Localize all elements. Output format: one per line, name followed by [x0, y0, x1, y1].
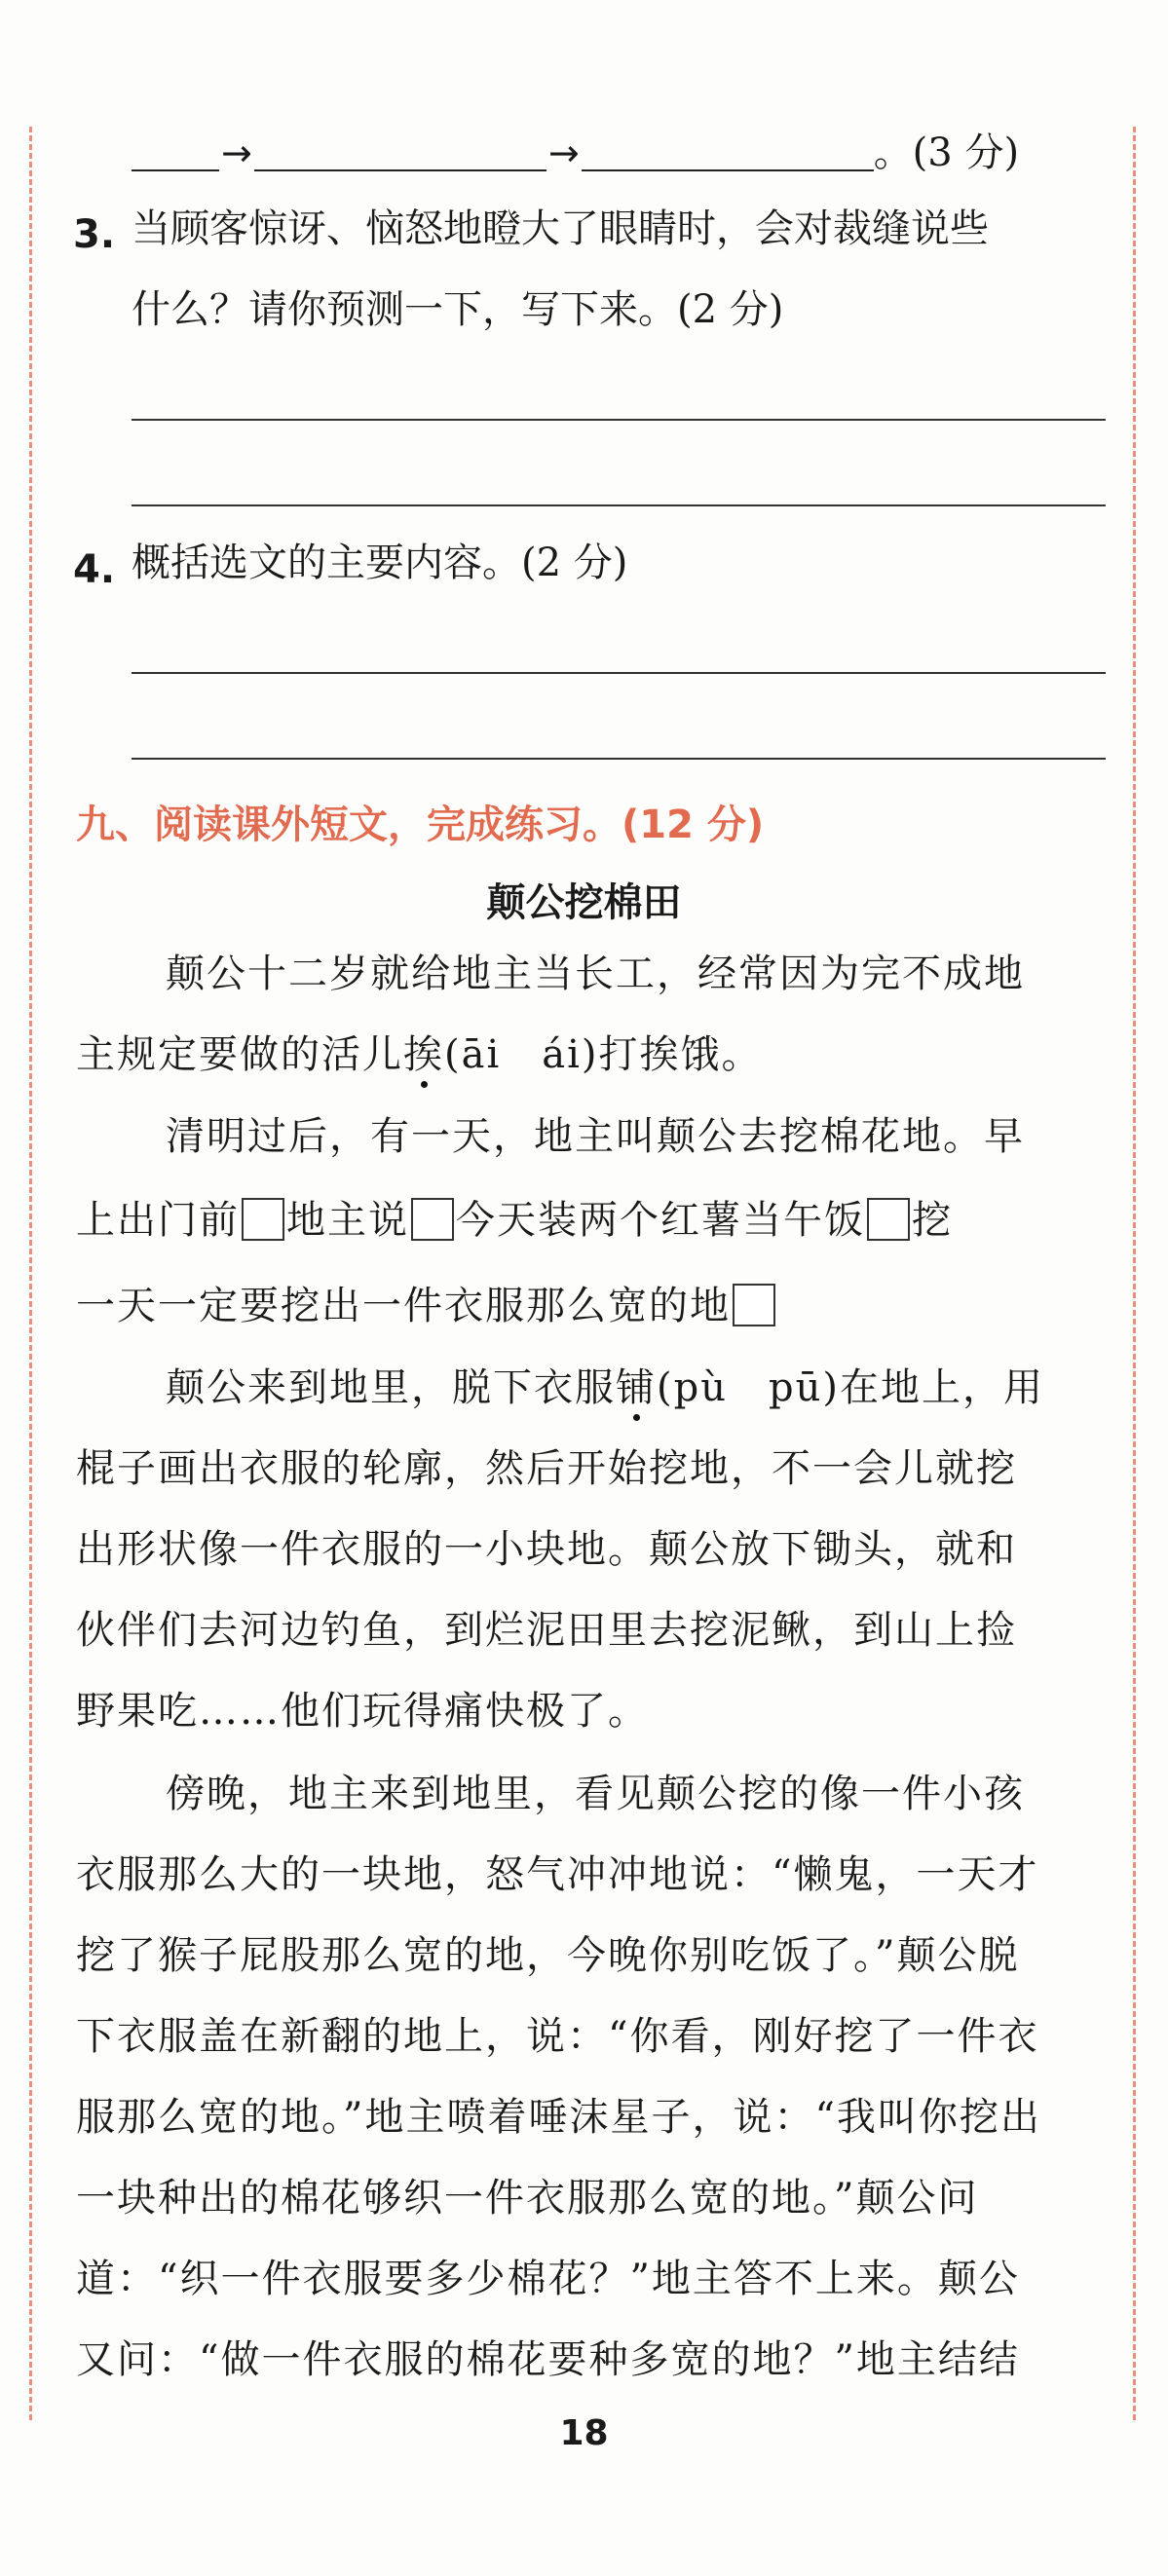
text-fragment: (āi ái)打挨饿。	[444, 1032, 763, 1077]
paragraph-line: 下衣服盖在新翻的地上，说：“你看，刚好挖了一件衣	[76, 2014, 1039, 2059]
paragraph-line: 一块种出的棉花够织一件衣服那么宽的地。”颠公问	[76, 2176, 979, 2221]
emphasis-dot-char: 铺	[616, 1365, 657, 1410]
answer-blank-2[interactable]	[254, 142, 546, 171]
answer-line[interactable]	[132, 758, 1106, 760]
punctuation-box[interactable]	[867, 1198, 910, 1241]
emphasis-dot-char: 挨	[403, 1032, 444, 1077]
right-dashed-border	[1133, 127, 1136, 2420]
left-dashed-border	[29, 127, 32, 2420]
text-fragment: 今天装两个红薯当午饭	[456, 1198, 865, 1243]
text-fragment: 地主说	[286, 1198, 409, 1243]
answer-line[interactable]	[132, 504, 1106, 506]
punctuation-box[interactable]	[733, 1284, 775, 1326]
text-fragment: 一天一定要挖出一件衣服那么宽的地	[76, 1284, 731, 1328]
paragraph-line: 清明过后，有一天，地主叫颠公去挖棉花地。早	[166, 1114, 1025, 1159]
text-fragment: (pù pū)在地上，用	[657, 1365, 1044, 1410]
paragraph-line: 服那么宽的地。”地主喷着唾沫星子，说：“我叫你挖出	[76, 2095, 1041, 2140]
paragraph-line	[76, 1198, 953, 1241]
paragraph-line: 出形状像一件衣服的一小块地。颠公放下锄头，就和	[76, 1527, 1017, 1572]
question-number: 4.	[73, 547, 116, 592]
arrow-right-icon: →	[221, 131, 252, 174]
paragraph-line	[166, 1365, 1044, 1410]
paragraph-line: 挖了猴子屁股那么宽的地，今晚你别吃饭了。”颠公脱	[76, 1933, 1020, 1978]
paragraph-line	[76, 1032, 763, 1077]
paragraph-line: 野果吃……他们玩得痛快极了。	[76, 1689, 649, 1734]
paragraph-line	[76, 1284, 777, 1326]
paragraph-line: 傍晚，地主来到地里，看见颠公挖的像一件小孩	[166, 1772, 1025, 1816]
paragraph-line: 又问：“做一件衣服的棉花要种多宽的地？”地主结结	[76, 2337, 1020, 2382]
score-label: 。(3 分)	[873, 131, 1020, 175]
punctuation-box[interactable]	[242, 1198, 284, 1241]
article-title: 颠公挖棉田	[486, 880, 682, 925]
text-fragment: 挖	[912, 1198, 953, 1243]
paragraph-line: 伙伴们去河边钓鱼，到烂泥田里去挖泥鳅，到山上捡	[76, 1608, 1017, 1653]
paragraph-line: 棍子画出衣服的轮廓，然后开始挖地，不一会儿就挖	[76, 1446, 1017, 1491]
paragraph-line: 衣服那么大的一块地，怒气冲冲地说：“懒鬼，一天才	[76, 1852, 1039, 1897]
answer-line[interactable]	[132, 419, 1106, 421]
answer-blank-1[interactable]	[132, 142, 219, 171]
paragraph-line: 颠公十二岁就给地主当长工，经常因为完不成地	[166, 952, 1025, 996]
question-number: 3.	[73, 212, 116, 257]
text-fragment: 颠公来到地里，脱下衣服	[166, 1365, 616, 1410]
question-4-text: 概括选文的主要内容。(2 分)	[132, 541, 628, 585]
paragraph-line: 道：“织一件衣服要多少棉花？”地主答不上来。颠公	[76, 2257, 1020, 2301]
question-3-text-line-2: 什么？请你预测一下，写下来。(2 分)	[132, 287, 784, 332]
arrow-right-icon: →	[547, 131, 580, 174]
text-fragment: 上出门前	[76, 1198, 240, 1243]
answer-line[interactable]	[132, 672, 1106, 674]
answer-blank-3[interactable]	[582, 142, 874, 171]
punctuation-box[interactable]	[411, 1198, 454, 1241]
page-number: 18	[559, 2413, 609, 2453]
sequence-answer-line	[132, 131, 1020, 175]
section-title: 九、阅读课外短文，完成练习。(12 分)	[76, 803, 765, 847]
text-fragment: 主规定要做的活儿	[76, 1032, 403, 1077]
question-3-text-line-1: 当顾客惊讶、恼怒地瞪大了眼睛时，会对裁缝说些	[132, 206, 989, 251]
